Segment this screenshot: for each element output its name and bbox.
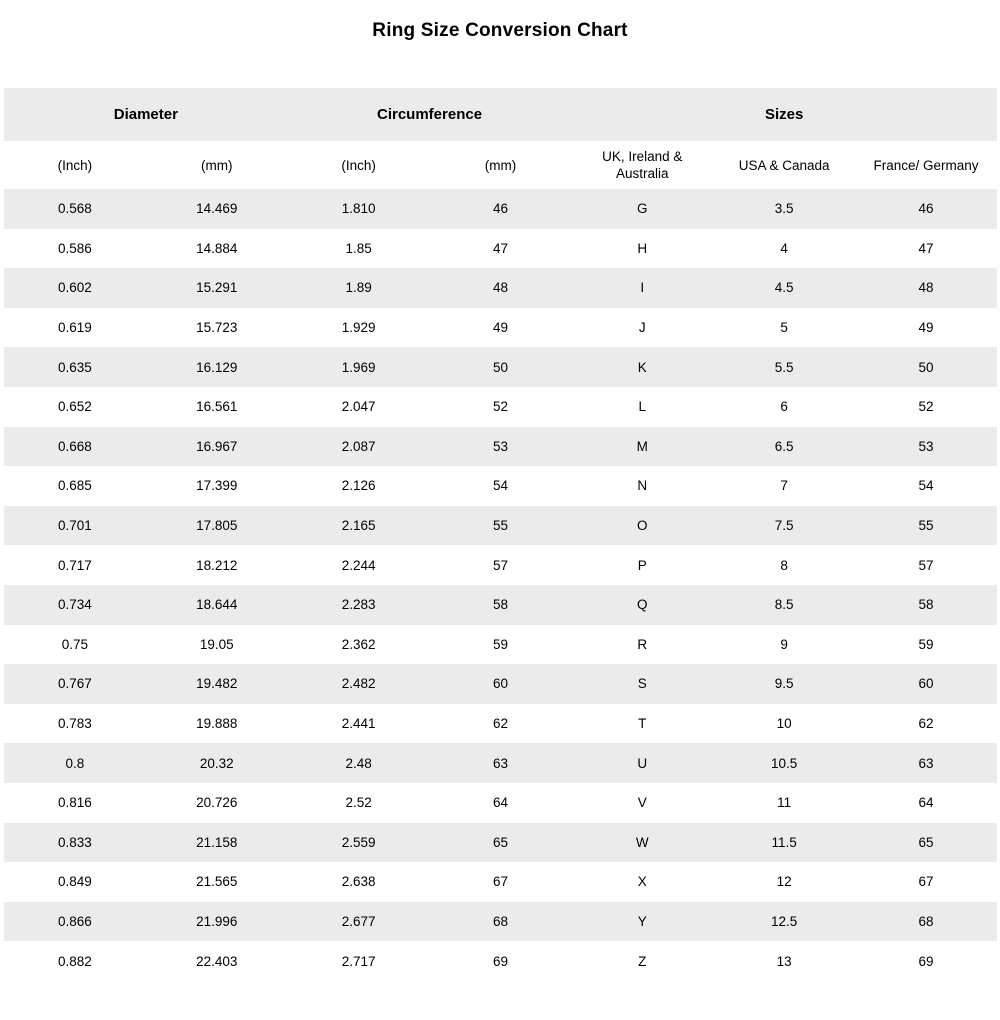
table-row (4, 347, 997, 387)
table-cell: 0.701 (4, 506, 146, 546)
table-cell: 2.441 (288, 704, 430, 744)
table-cell: 50 (855, 347, 997, 387)
table-cell: P (571, 545, 713, 585)
table-cell: 69 (855, 941, 997, 981)
table-cell: 46 (855, 189, 997, 229)
table-cell: 0.75 (4, 625, 146, 665)
table-body (4, 189, 997, 981)
group-header-diameter: Diameter (4, 88, 288, 141)
table-cell: 65 (855, 823, 997, 863)
column-header-2: (Inch) (288, 141, 430, 189)
table-cell: 0.619 (4, 308, 146, 348)
table-row (4, 545, 997, 585)
table-cell: 0.816 (4, 783, 146, 823)
table-cell: 0.568 (4, 189, 146, 229)
column-header-row (4, 141, 997, 189)
table-cell: K (571, 347, 713, 387)
table-cell: 5.5 (713, 347, 855, 387)
table-cell: 1.810 (288, 189, 430, 229)
table-cell: 8 (713, 545, 855, 585)
table-cell: 0.635 (4, 347, 146, 387)
table-cell: 68 (430, 902, 572, 942)
table-cell: 10 (713, 704, 855, 744)
table-cell: 63 (855, 743, 997, 783)
group-header-sizes: Sizes (571, 88, 997, 141)
table-cell: R (571, 625, 713, 665)
table-cell: 64 (855, 783, 997, 823)
table-row (4, 506, 997, 546)
table-cell: 49 (430, 308, 572, 348)
table-cell: 55 (855, 506, 997, 546)
table-cell: 57 (430, 545, 572, 585)
table-cell: 13 (713, 941, 855, 981)
table-cell: 2.52 (288, 783, 430, 823)
table-cell: 48 (430, 268, 572, 308)
table-cell: 52 (855, 387, 997, 427)
table-row (4, 387, 997, 427)
table-row (4, 823, 997, 863)
table-cell: 2.48 (288, 743, 430, 783)
table-cell: 55 (430, 506, 572, 546)
table-cell: 16.967 (146, 427, 288, 467)
table-cell: 0.849 (4, 862, 146, 902)
table-cell: 1.85 (288, 229, 430, 269)
table-cell: 16.561 (146, 387, 288, 427)
table-cell: 4.5 (713, 268, 855, 308)
table-cell: 2.717 (288, 941, 430, 981)
table-cell: 9.5 (713, 664, 855, 704)
table-cell: 63 (430, 743, 572, 783)
table-cell: W (571, 823, 713, 863)
table-cell: 0.602 (4, 268, 146, 308)
table-cell: 19.482 (146, 664, 288, 704)
table-row (4, 704, 997, 744)
table-cell: 21.158 (146, 823, 288, 863)
table-cell: 1.929 (288, 308, 430, 348)
column-header-4: UK, Ireland & Australia (571, 141, 713, 189)
table-cell: 2.677 (288, 902, 430, 942)
table-cell: 2.087 (288, 427, 430, 467)
table-cell: 2.126 (288, 466, 430, 506)
table-row (4, 664, 997, 704)
table-header (4, 88, 997, 189)
table-cell: 2.638 (288, 862, 430, 902)
table-cell: 52 (430, 387, 572, 427)
column-header-6: France/ Germany (855, 141, 997, 189)
table-cell: 0.8 (4, 743, 146, 783)
table-cell: 16.129 (146, 347, 288, 387)
table-cell: 22.403 (146, 941, 288, 981)
table-row (4, 268, 997, 308)
table-cell: 18.644 (146, 585, 288, 625)
table-cell: 2.165 (288, 506, 430, 546)
table-cell: 20.32 (146, 743, 288, 783)
table-cell: 17.805 (146, 506, 288, 546)
table-cell: 21.565 (146, 862, 288, 902)
table-cell: 0.783 (4, 704, 146, 744)
ring-size-conversion-table (4, 88, 997, 981)
table-cell: 2.047 (288, 387, 430, 427)
table-cell: 14.884 (146, 229, 288, 269)
table-cell: 11.5 (713, 823, 855, 863)
table-cell: 58 (855, 585, 997, 625)
table-cell: H (571, 229, 713, 269)
table-cell: 6 (713, 387, 855, 427)
table-cell: 0.652 (4, 387, 146, 427)
table-cell: Y (571, 902, 713, 942)
table-cell: 0.767 (4, 664, 146, 704)
table-cell: 68 (855, 902, 997, 942)
table-cell: 0.685 (4, 466, 146, 506)
table-cell: 7 (713, 466, 855, 506)
table-cell: 67 (430, 862, 572, 902)
table-cell: M (571, 427, 713, 467)
table-cell: 69 (430, 941, 572, 981)
table-cell: 67 (855, 862, 997, 902)
table-cell: 10.5 (713, 743, 855, 783)
table-row (4, 427, 997, 467)
table-cell: 0.833 (4, 823, 146, 863)
table-cell: 1.89 (288, 268, 430, 308)
table-cell: 11 (713, 783, 855, 823)
table-cell: 14.469 (146, 189, 288, 229)
table-cell: 2.482 (288, 664, 430, 704)
table-cell: 19.888 (146, 704, 288, 744)
table-cell: J (571, 308, 713, 348)
table-cell: 62 (855, 704, 997, 744)
table-cell: 9 (713, 625, 855, 665)
table-cell: 2.283 (288, 585, 430, 625)
table-cell: 19.05 (146, 625, 288, 665)
table-cell: 49 (855, 308, 997, 348)
table-cell: 59 (855, 625, 997, 665)
table-cell: 2.362 (288, 625, 430, 665)
table-cell: 60 (855, 664, 997, 704)
table-cell: 0.586 (4, 229, 146, 269)
page-title: Ring Size Conversion Chart (372, 20, 628, 41)
table-cell: Z (571, 941, 713, 981)
table-row (4, 862, 997, 902)
group-header-circumference: Circumference (288, 88, 572, 141)
table-row (4, 308, 997, 348)
table-cell: 54 (855, 466, 997, 506)
table-cell: 4 (713, 229, 855, 269)
table-cell: 3.5 (713, 189, 855, 229)
table-cell: Q (571, 585, 713, 625)
table-row (4, 902, 997, 942)
table-row (4, 743, 997, 783)
table-cell: G (571, 189, 713, 229)
column-header-5: USA & Canada (713, 141, 855, 189)
table-cell: 8.5 (713, 585, 855, 625)
table-cell: 2.244 (288, 545, 430, 585)
table-cell: 0.866 (4, 902, 146, 942)
table-cell: 59 (430, 625, 572, 665)
table-cell: 0.717 (4, 545, 146, 585)
table-row (4, 189, 997, 229)
table-cell: 21.996 (146, 902, 288, 942)
table-cell: 18.212 (146, 545, 288, 585)
table-row (4, 466, 997, 506)
table-cell: 64 (430, 783, 572, 823)
table-cell: N (571, 466, 713, 506)
table-row (4, 783, 997, 823)
table-cell: 0.882 (4, 941, 146, 981)
table-cell: L (571, 387, 713, 427)
table-cell: 53 (430, 427, 572, 467)
table-cell: 50 (430, 347, 572, 387)
table-cell: 17.399 (146, 466, 288, 506)
column-header-0: (Inch) (4, 141, 146, 189)
table-cell: 6.5 (713, 427, 855, 467)
table-row (4, 229, 997, 269)
table-cell: 5 (713, 308, 855, 348)
table-cell: 48 (855, 268, 997, 308)
table-cell: 47 (430, 229, 572, 269)
table-cell: X (571, 862, 713, 902)
table-cell: 7.5 (713, 506, 855, 546)
table-cell: 15.723 (146, 308, 288, 348)
table-cell: 20.726 (146, 783, 288, 823)
table-cell: 46 (430, 189, 572, 229)
table-cell: V (571, 783, 713, 823)
table-cell: 2.559 (288, 823, 430, 863)
table-row (4, 585, 997, 625)
table-cell: 65 (430, 823, 572, 863)
table-cell: 1.969 (288, 347, 430, 387)
table-cell: O (571, 506, 713, 546)
column-header-1: (mm) (146, 141, 288, 189)
table-cell: 0.668 (4, 427, 146, 467)
table-cell: 15.291 (146, 268, 288, 308)
table-cell: 54 (430, 466, 572, 506)
table-cell: 58 (430, 585, 572, 625)
table-cell: 12 (713, 862, 855, 902)
group-header-row (4, 88, 997, 141)
table-cell: 57 (855, 545, 997, 585)
table-cell: I (571, 268, 713, 308)
table-cell: 60 (430, 664, 572, 704)
table-cell: 0.734 (4, 585, 146, 625)
table-cell: 12.5 (713, 902, 855, 942)
table-cell: 62 (430, 704, 572, 744)
table-cell: 47 (855, 229, 997, 269)
column-header-3: (mm) (430, 141, 572, 189)
table-row (4, 941, 997, 981)
table-cell: U (571, 743, 713, 783)
table-cell: 53 (855, 427, 997, 467)
table-cell: S (571, 664, 713, 704)
table-cell: T (571, 704, 713, 744)
table-row (4, 625, 997, 665)
